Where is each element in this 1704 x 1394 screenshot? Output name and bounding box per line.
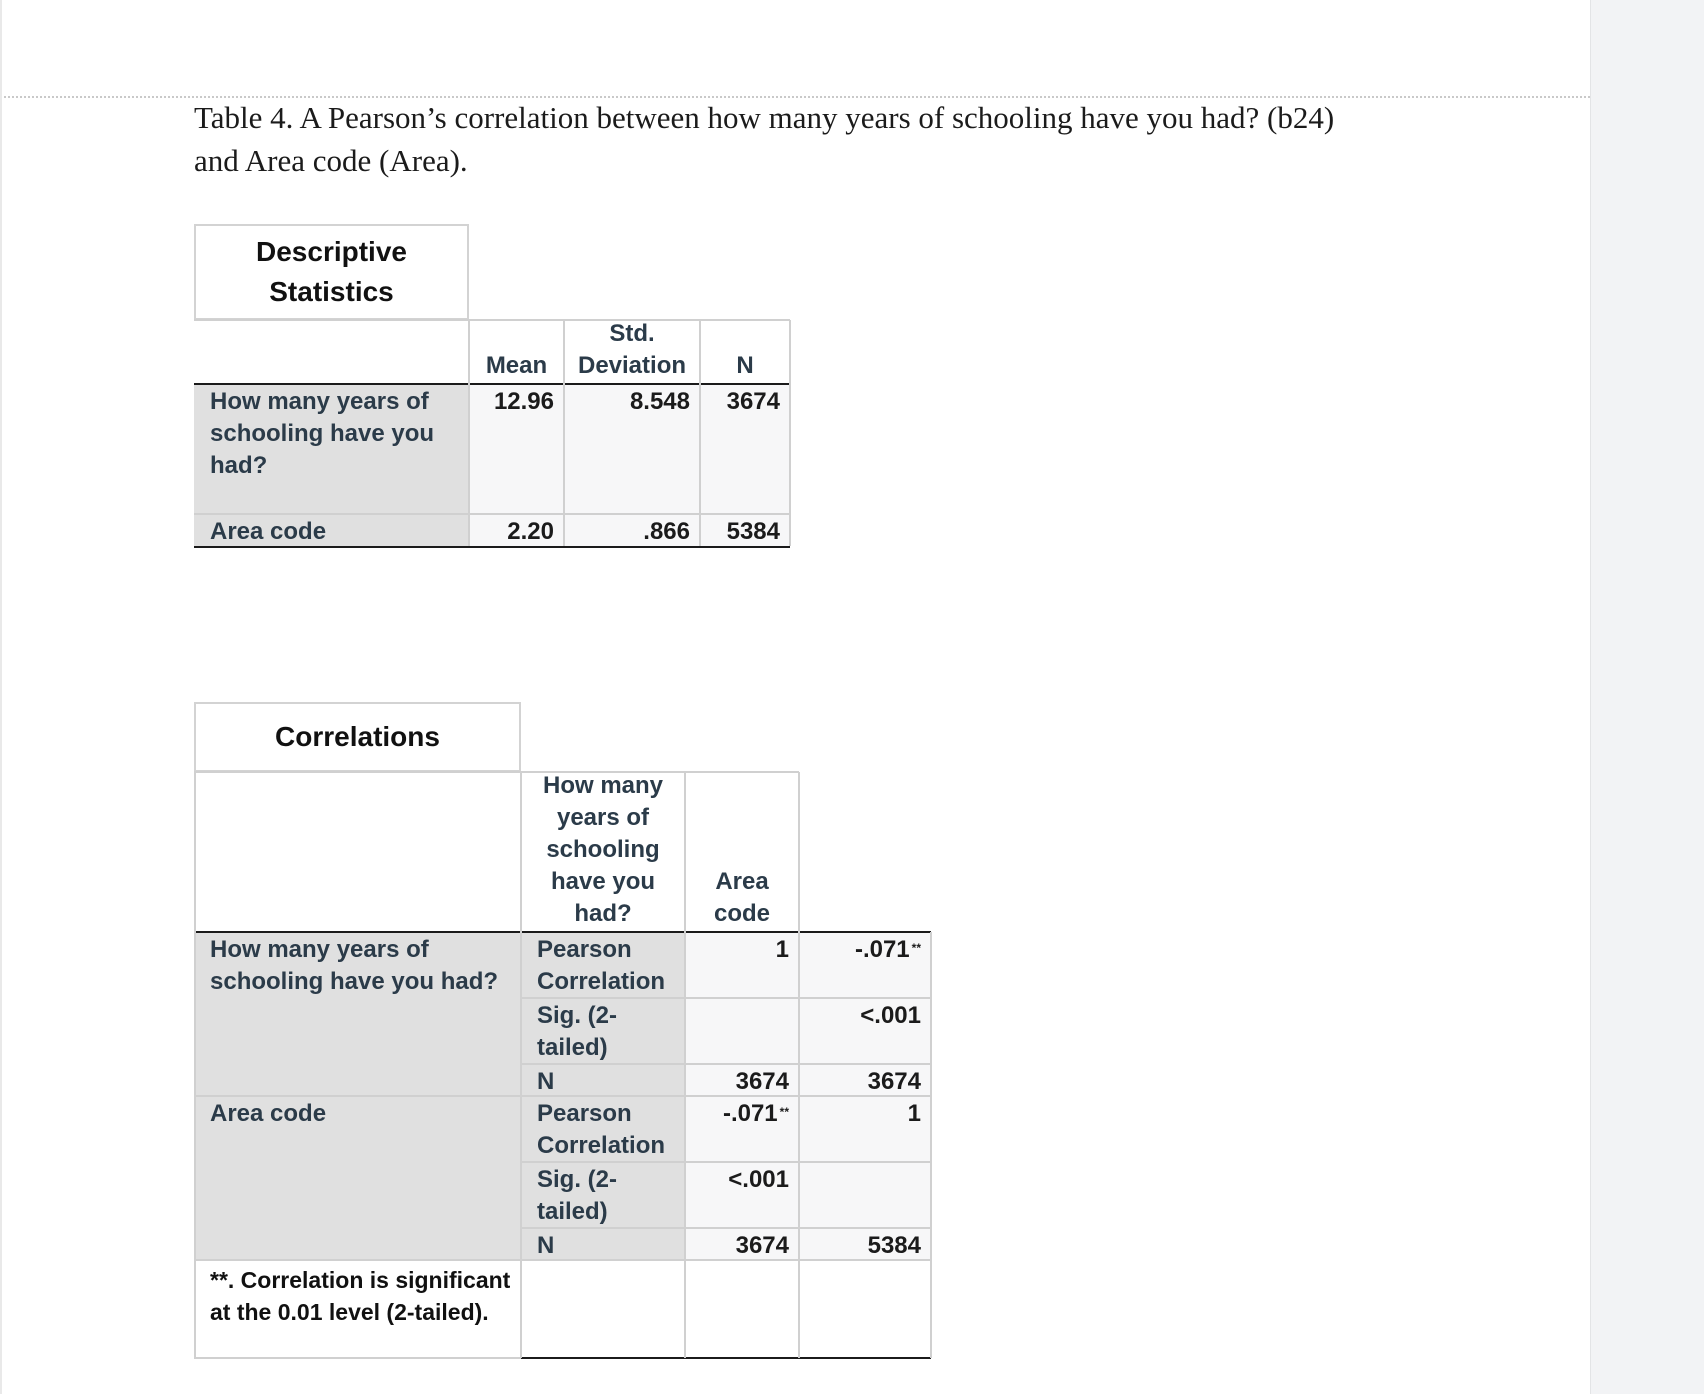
grid-line (798, 772, 800, 1358)
stat-label-pearson: Pearson Correlation (521, 1096, 685, 1162)
cell-schooling-mean: 12.96 (469, 384, 564, 514)
correlations-footnote: **. Correlation is significant at the 0.01 level (2-tailed). (194, 1260, 521, 1358)
grid-line (789, 320, 791, 546)
row-label-schooling: How many years of schooling have you had? (194, 384, 469, 514)
grid-line (521, 997, 931, 999)
corr-row-label-area-code: Area code (194, 1096, 521, 1260)
cell-schooling-n: 3674 (700, 384, 790, 514)
page-left-edge (0, 0, 2, 1394)
cell-v1-pearson-c1: 1 (685, 932, 799, 998)
cell-v1-n-c1: 3674 (685, 1064, 799, 1096)
cell-v1-sig-c1 (685, 998, 799, 1064)
row-label-area-code: Area code (194, 514, 469, 546)
stat-label-pearson: Pearson Correlation (521, 932, 685, 998)
grid-line (194, 931, 931, 933)
col-header-mean: Mean (469, 320, 564, 384)
corr-col-header-area-code: Area code (685, 772, 799, 932)
corr-row-label-schooling: How many years of schooling have you had? (194, 932, 521, 1096)
grid-line (521, 1063, 931, 1065)
descriptive-title: Descriptive Statistics (194, 224, 469, 320)
grid-line (520, 772, 522, 1358)
grid-line (684, 772, 686, 1358)
descriptive-header-blank (194, 320, 469, 384)
grid-line (699, 320, 701, 546)
cell-schooling-std: 8.548 (564, 384, 700, 514)
stat-label-sig: Sig. (2-tailed) (521, 998, 685, 1064)
footnote-empty-cell (521, 1260, 685, 1358)
cell-v1-pearson-c2: -.071 ** (799, 932, 931, 998)
grid-line (521, 1357, 931, 1359)
cell-area-n: 5384 (700, 514, 790, 546)
significance-marker: ** (911, 941, 921, 955)
correlations-title: Correlations (194, 702, 521, 772)
grid-line (521, 1227, 931, 1229)
window-right-gutter (1590, 0, 1704, 1394)
cell-v2-n-c2: 5384 (799, 1228, 931, 1260)
grid-line (521, 1161, 931, 1163)
grid-line (194, 1095, 931, 1097)
grid-line (194, 1357, 521, 1359)
cell-v2-pearson-c1: -.071 ** (685, 1096, 799, 1162)
caption-line-1: Table 4. A Pearson’s correlation between how many years of schooling have you had? (b24) (194, 100, 1335, 135)
cell-v2-pearson-c2: 1 (799, 1096, 931, 1162)
stat-label-sig: Sig. (2-tailed) (521, 1162, 685, 1228)
stat-label-n: N (521, 1064, 685, 1096)
cell-area-mean: 2.20 (469, 514, 564, 546)
cell-v2-sig-c2 (799, 1162, 931, 1228)
cell-v2-sig-c1: <.001 (685, 1162, 799, 1228)
corr-col-header-schooling: How many years of schooling have you had? (521, 772, 685, 932)
grid-line (468, 320, 470, 546)
footnote-empty-cell (799, 1260, 931, 1358)
grid-line (930, 932, 932, 1358)
grid-line (194, 771, 799, 773)
cell-v1-n-c2: 3674 (799, 1064, 931, 1096)
grid-line (563, 320, 565, 546)
grid-line (194, 1259, 931, 1261)
grid-line (194, 772, 196, 1358)
col-header-std-deviation: Std. Deviation (564, 320, 700, 384)
col-header-n: N (700, 320, 790, 384)
cell-area-std: .866 (564, 514, 700, 546)
caption-line-2: and Area code (Area). (194, 143, 468, 178)
significance-marker: ** (779, 1105, 789, 1119)
grid-line (194, 546, 790, 548)
footnote-empty-cell (685, 1260, 799, 1358)
cell-v2-n-c1: 3674 (685, 1228, 799, 1260)
table-caption (194, 96, 1494, 182)
stat-label-n: N (521, 1228, 685, 1260)
corr-header-blank (194, 772, 521, 932)
cell-v1-sig-c2: <.001 (799, 998, 931, 1064)
